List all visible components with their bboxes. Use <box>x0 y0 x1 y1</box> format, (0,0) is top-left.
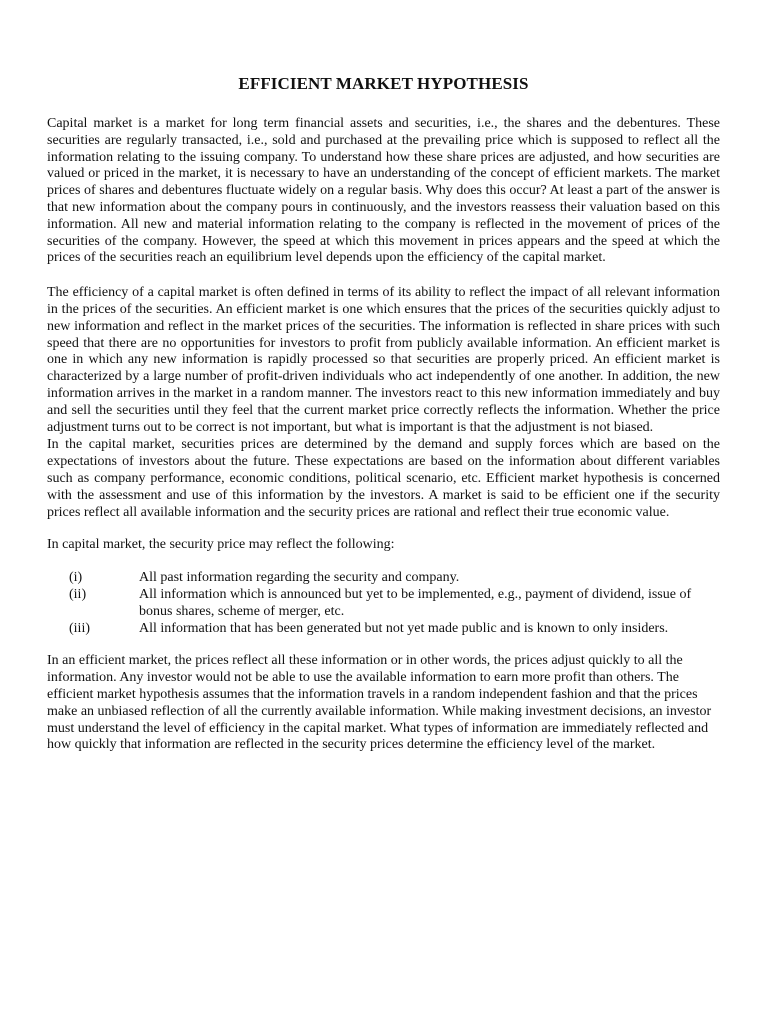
page-title: EFFICIENT MARKET HYPOTHESIS <box>238 74 529 93</box>
list-item-number: (ii) <box>69 586 87 602</box>
list-item <box>47 587 720 621</box>
list-item <box>47 570 720 587</box>
list-item-number: (iii) <box>69 620 90 636</box>
list-item <box>47 621 720 638</box>
information-list <box>47 570 720 637</box>
list-item-text: All information that has been generated but not yet made public and is known to only insiders. <box>139 620 669 636</box>
list-item-number: (i) <box>69 570 83 586</box>
paragraph-market-efficiency: The efficiency of a capital market is often defined in terms of its ability to reflect the impact of all relevant information in the prices of the securities. An efficient market is one which ensures that the prices of the securities quickly adjust to new information and reflect in the market prices of the securities. The information is reflected in share prices with such speed that there are no opportunities for investors to profit from publicly available information. An efficient market is one in which any new information is rapidly processed so that securities are properly priced. An efficient market is characterized by a large number of profit-driven individuals who act independently of one another. In addition, the new information arrives in the market in a random manner. The investors react to this new information immediately and buy and sell the securities until they feel that the current market price correctly reflects the information. Whether the price adjustment turns out to be correct is not important, but what is important is that the adjustment is not biased. <box>47 285 720 435</box>
paragraph-list-intro: In capital market, the security price may reflect the following: <box>47 537 395 553</box>
paragraph-capital-market: Capital market is a market for long term financial assets and securities, i.e., the shares and the debentures. These securities are regularly transacted, i.e., sold and purchased at the prevailing price which is supposed to reflect all the information relating to the issuing company. To understand how these share prices are adjusted, and how securities are valued or priced in the market, it is necessary to have an understanding of the concept of efficient markets. The market prices of shares and debentures fluctuate widely on a regular basis. Why does this occur? At least a part of the answer is that new information about the company pours in continuously, and the investors reassess their valuation based on this information. All new and material information relating to the company is reflected in the movement of prices of the securities of the company. However, the speed at which this movement in prices appears and the speed at which the prices of the securities reach an equilibrium level depends upon the efficiency of the capital market. <box>47 116 720 266</box>
list-item-text: All past information regarding the security and company. <box>139 570 460 586</box>
document-page <box>47 74 720 754</box>
paragraph-efficient-market-conclusion: In an efficient market, the prices reflect all these information or in other words, the prices adjust quickly to all the information. Any investor would not be able to use the available information to earn more profit than others. The efficient market hypothesis assumes that the information travels in a random independent fashion and that the prices make an unbiased reflection of all the currently available information. While making investment decisions, an investor must understand the level of efficiency in the capital market. What types of information are immediately reflected and how quickly that information are reflected in the security prices determine the efficiency level of the market. <box>47 653 712 753</box>
list-item-text: All information which is announced but yet to be implemented, e.g., payment of dividend, issue of bonus shares, scheme of merger, etc. <box>139 586 692 619</box>
paragraph-price-determination: In the capital market, securities prices are determined by the demand and supply forces which are based on the expectations of investors about the future. These expectations are based on the information about different variables such as company performance, economic conditions, political scenario, etc. Efficient market hypothesis is concerned with the assessment and use of this information by the investors. A market is said to be efficient one if the security prices reflect all available information and the security prices are rational and reflect their true economic value. <box>47 437 720 520</box>
